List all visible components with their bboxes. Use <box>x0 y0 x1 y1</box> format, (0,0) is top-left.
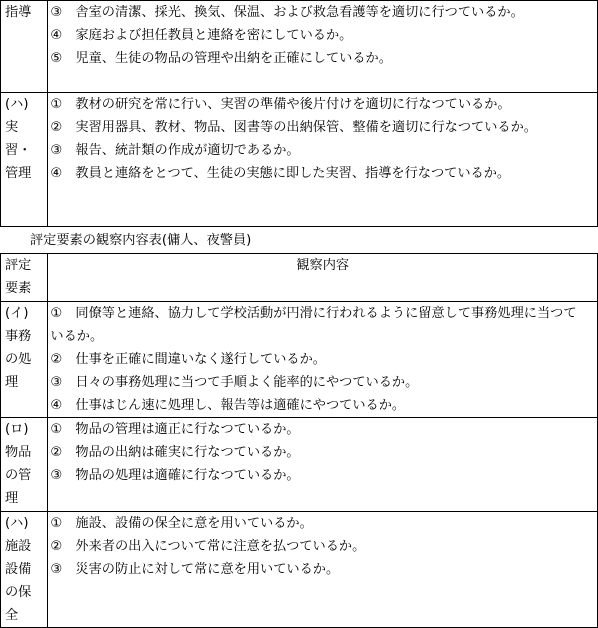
header-text: 観察内容 <box>296 258 350 273</box>
column-header-content <box>48 254 598 302</box>
list-item: ① 物品の管理は適正に行なつているか。 <box>50 422 300 437</box>
list-item: ③ 報告、統計類の作成が適切であるか。 <box>50 143 300 158</box>
list-item: ④ 家庭および担任教員と連絡を密にしているか。 <box>50 28 353 43</box>
row-label <box>1 93 48 227</box>
row-label-line: 指導 <box>5 5 32 20</box>
row-label-line: 実 <box>5 120 19 135</box>
row-content <box>48 418 598 512</box>
row-label-line: 管理 <box>5 166 32 181</box>
row-label-line: の処 <box>5 352 32 367</box>
list-item: ① 教材の研究を常に行い、実習の準備や後片付けを適切に行なつているか。 <box>50 97 511 112</box>
row-label-line: 施設 <box>5 539 32 554</box>
row-label-line: の保 <box>5 585 32 600</box>
list-item: ⑤ 児童、生徒の物品の管理や出納を正確にしているか。 <box>50 51 392 66</box>
list-item: ② 外来者の出入について常に注意を払つているか。 <box>50 539 366 554</box>
row-label-line: 習・ <box>5 143 32 158</box>
table-header-row <box>1 254 598 302</box>
table-caption: 評定要素の観察内容表(傭人、夜警員) <box>30 233 252 248</box>
list-item: ③ 日々の事務処理に当つて手順よく能率的にやつているか。 <box>50 375 419 390</box>
list-item: ③ 災害の防止に対して常に意を用いているか。 <box>50 562 340 577</box>
column-header-element <box>1 254 48 302</box>
list-item: ④ 仕事はじん速に処理し、報告等は適確にやつているか。 <box>50 398 406 413</box>
row-label-line: の管 <box>5 468 32 483</box>
row-label-line: (イ) <box>5 306 29 321</box>
table-row <box>1 302 598 418</box>
table-row <box>1 418 598 512</box>
row-label-line: (ハ) <box>5 97 29 112</box>
list-item: ② 物品の出納は確実に行なつているか。 <box>50 445 300 460</box>
observation-table <box>0 253 598 628</box>
table-row <box>1 93 598 227</box>
table-row <box>1 512 598 628</box>
row-content <box>48 302 598 418</box>
list-item: ③ 物品の処理は適確に行なつているか。 <box>50 468 300 483</box>
row-label-line: 事務 <box>5 329 32 344</box>
table-row <box>1 1 598 93</box>
row-label <box>1 302 48 418</box>
list-item: ① 同僚等と連絡、協力して学校活動が円滑に行われるように留意して事務処理に当つているか。 <box>50 306 577 344</box>
row-label <box>1 418 48 512</box>
row-label-line: 理 <box>5 375 19 390</box>
row-label-line: 設備 <box>5 562 32 577</box>
evaluation-table-continued <box>0 0 598 227</box>
row-label-line: (ハ) <box>5 516 29 531</box>
list-item: ② 実習用器具、教材、物品、図書等の出納保管、整備を適切に行なつているか。 <box>50 120 537 135</box>
list-item: ③ 舎室の清潔、採光、換気、保温、および救急看護等を適切に行つているか。 <box>50 5 524 20</box>
row-label-line: (ロ) <box>5 422 29 437</box>
row-label-line: 物品 <box>5 445 32 460</box>
row-label <box>1 512 48 628</box>
row-content <box>48 1 598 93</box>
row-label-line: 全 <box>5 608 19 623</box>
list-item: ② 仕事を正確に間違いなく遂行しているか。 <box>50 352 326 367</box>
row-label-line: 理 <box>5 491 19 506</box>
row-content <box>48 93 598 227</box>
row-content <box>48 512 598 628</box>
row-label <box>1 1 48 93</box>
header-line: 評定 <box>5 258 32 273</box>
list-item: ① 施設、設備の保全に意を用いているか。 <box>50 516 313 531</box>
list-item: ④ 教員と連絡をとつて、生徒の実態に即した実習、指導を行なつているか。 <box>50 166 511 181</box>
header-line: 要素 <box>5 281 32 296</box>
